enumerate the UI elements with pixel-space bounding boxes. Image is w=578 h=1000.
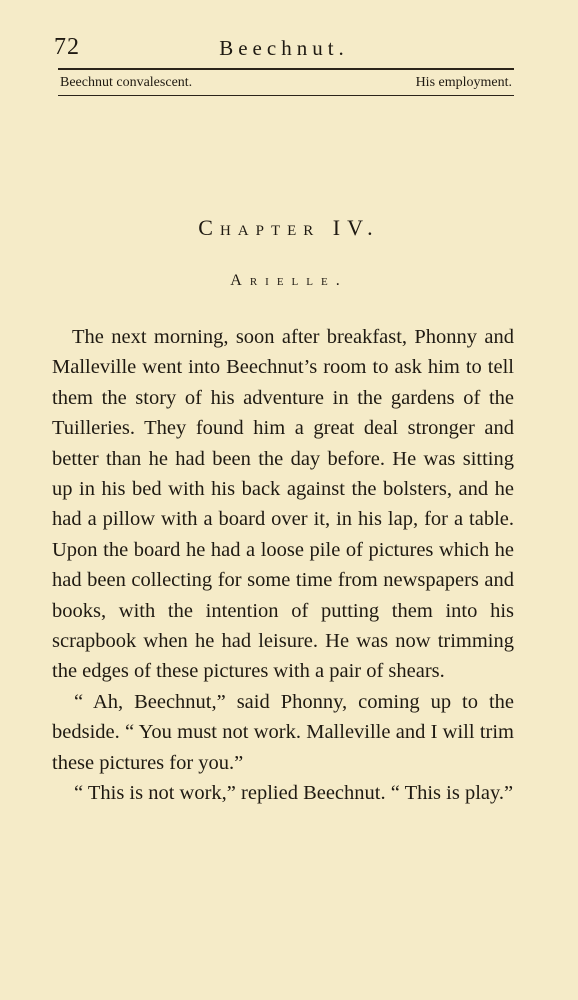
page-subheader (60, 75, 512, 93)
page-number: 72 (54, 34, 80, 60)
body-text (52, 322, 514, 809)
subheader-left: Beechnut convalescent. (60, 75, 193, 90)
subheader-right: His employment. (415, 75, 512, 90)
chapter-subtitle: Arielle. (230, 272, 348, 289)
paragraph: The next morning, soon after breakfast, Phonny and Malleville went into Beechnut’s room to ask him to tell them the story of his adventure in the gardens of the Tuilleries. They found him a great deal stronger and better than he had been the day before. He was sitting up in his bed with his back against the bolsters, and he had a pillow with a board over it, in his lap, for a table. Upon the board he had a loose pile of pictures which he had been collecting for some time from newspapers and books, with the intention of putting them into his scrapbook when he had leisure. He was now trimming the edges of these pictures with a pair of shears. (52, 326, 514, 683)
header-rule-bottom (58, 95, 514, 96)
paragraph: “ Ah, Beechnut,” said Phonny, coming up to the bedside. “ You must not work. Malleville and I will trim these pictures for you.” (52, 690, 514, 774)
paragraph: “ This is not work,” replied Beechnut. “ This is play.” (74, 782, 514, 805)
running-title: Beechnut. (219, 36, 349, 60)
page-header (54, 32, 514, 60)
chapter-heading: Chapter IV. (198, 215, 380, 240)
header-rule-top (58, 68, 514, 70)
